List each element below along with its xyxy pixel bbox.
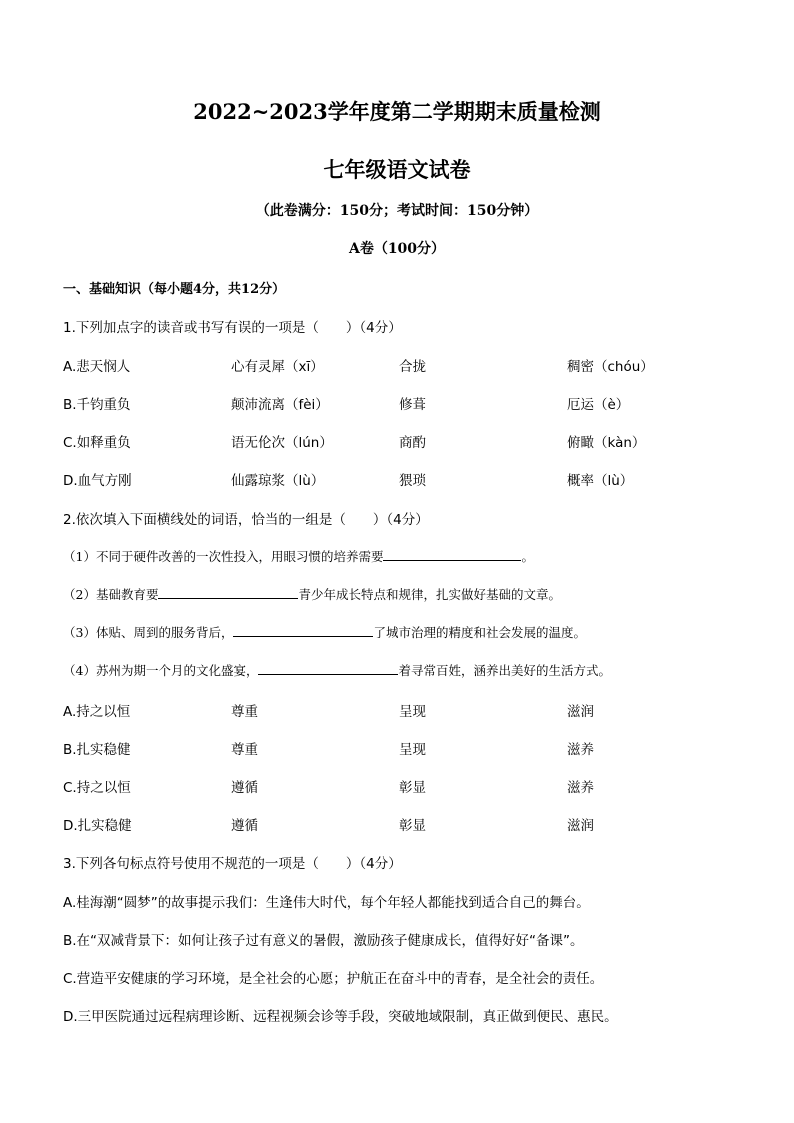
q1-option-c <box>63 431 743 451</box>
cell: C.如释重负 <box>63 435 131 451</box>
q3-option-b: B.在“双减背景下：如何让孩子过有意义的暑假，激励孩子健康成长，值得好好“备课”。 <box>63 933 584 949</box>
cell: B.扎实稳健 <box>63 742 131 758</box>
cell: 遵循 <box>231 818 258 834</box>
exam-note: （此卷满分：150分；考试时间：150分钟） <box>255 203 539 219</box>
sentence-text: 。 <box>521 549 534 564</box>
cell: 猥琐 <box>399 473 426 489</box>
part-heading: A卷（100分） <box>348 241 446 257</box>
cell: 滋润 <box>567 704 594 720</box>
q3-option-d: D.三甲医院通过远程病理诊断、远程视频会诊等手段，突破地域限制，真正做到便民、惠民。 <box>63 1009 618 1025</box>
cell: 彰显 <box>399 818 426 834</box>
question-1-stem: 1.下列加点字的读音或书写有误的一项是（ ）（4分） <box>63 320 402 336</box>
cell: 颠沛流离（fèi） <box>231 397 329 413</box>
cell: A.悲天悯人 <box>63 359 131 375</box>
q2-option-b <box>63 738 743 758</box>
cell: 厄运（è） <box>567 397 630 413</box>
exam-title: 2022~2023学年度第二学期期末质量检测 <box>193 99 601 124</box>
q2-sentence-1 <box>63 547 534 565</box>
q2-sentence-2 <box>63 585 561 603</box>
sentence-text: （2）基础教育要 <box>63 587 159 602</box>
section-heading: 一、基础知识（每小题4分，共12分） <box>63 282 286 297</box>
q3-option-c: C.营造平安健康的学习环境，是全社会的心愿；护航正在奋斗中的青春，是全社会的责任。 <box>63 971 604 987</box>
cell: 呈现 <box>399 704 426 720</box>
sentence-text: （4）苏州为期一个月的文化盛宴， <box>63 663 259 678</box>
cell: D.扎实稳健 <box>63 818 132 834</box>
sentence-text: （1）不同于硬件改善的一次性投入，用眼习惯的培养需要 <box>63 549 384 564</box>
sentence-text: （3）体贴、周到的服务背后， <box>63 625 234 640</box>
q2-option-c <box>63 776 743 796</box>
q2-option-d <box>63 814 743 834</box>
answer-blank[interactable] <box>383 548 521 561</box>
answer-blank[interactable] <box>233 624 373 637</box>
q2-sentence-3 <box>63 623 586 641</box>
q2-sentence-4 <box>63 661 611 679</box>
cell: 语无伦次（lún） <box>231 435 333 451</box>
answer-blank[interactable] <box>258 662 398 675</box>
q1-option-d <box>63 469 743 489</box>
cell: 滋养 <box>567 780 594 796</box>
q2-option-a <box>63 700 743 720</box>
cell: 商酌 <box>399 435 426 451</box>
answer-blank[interactable] <box>158 586 298 599</box>
cell: A.持之以恒 <box>63 704 131 720</box>
q1-option-b <box>63 393 743 413</box>
sentence-text: 青少年成长特点和规律，扎实做好基础的文章。 <box>298 587 561 602</box>
cell: B.千钧重负 <box>63 397 131 413</box>
cell: 彰显 <box>399 780 426 796</box>
cell: 心有灵犀（xī） <box>231 359 324 375</box>
q1-option-a <box>63 355 743 375</box>
cell: 仙露琼浆（lù） <box>231 473 325 489</box>
sentence-text: 着寻常百姓，涵养出美好的生活方式。 <box>398 663 611 678</box>
cell: 遵循 <box>231 780 258 796</box>
cell: 合拢 <box>399 359 426 375</box>
question-2-stem: 2.依次填入下面横线处的词语，恰当的一组是（ ）（4分） <box>63 512 429 528</box>
cell: 尊重 <box>231 742 258 758</box>
cell: 尊重 <box>231 704 258 720</box>
exam-subtitle: 七年级语文试卷 <box>323 157 471 182</box>
question-3-stem: 3.下列各句标点符号使用不规范的一项是（ ）（4分） <box>63 856 402 872</box>
cell: 稠密（chóu） <box>567 359 654 375</box>
cell: 概率（lù） <box>567 473 634 489</box>
cell: C.持之以恒 <box>63 780 131 796</box>
sentence-text: 了城市治理的精度和社会发展的温度。 <box>373 625 586 640</box>
cell: 修葺 <box>399 397 426 413</box>
cell: 呈现 <box>399 742 426 758</box>
cell: 滋润 <box>567 818 594 834</box>
q3-option-a: A.桂海潮“圆梦”的故事提示我们：生逢伟大时代，每个年轻人都能找到适合自己的舞台。 <box>63 895 590 911</box>
cell: D.血气方刚 <box>63 473 132 489</box>
cell: 俯瞰（kàn） <box>567 435 646 451</box>
cell: 滋养 <box>567 742 594 758</box>
